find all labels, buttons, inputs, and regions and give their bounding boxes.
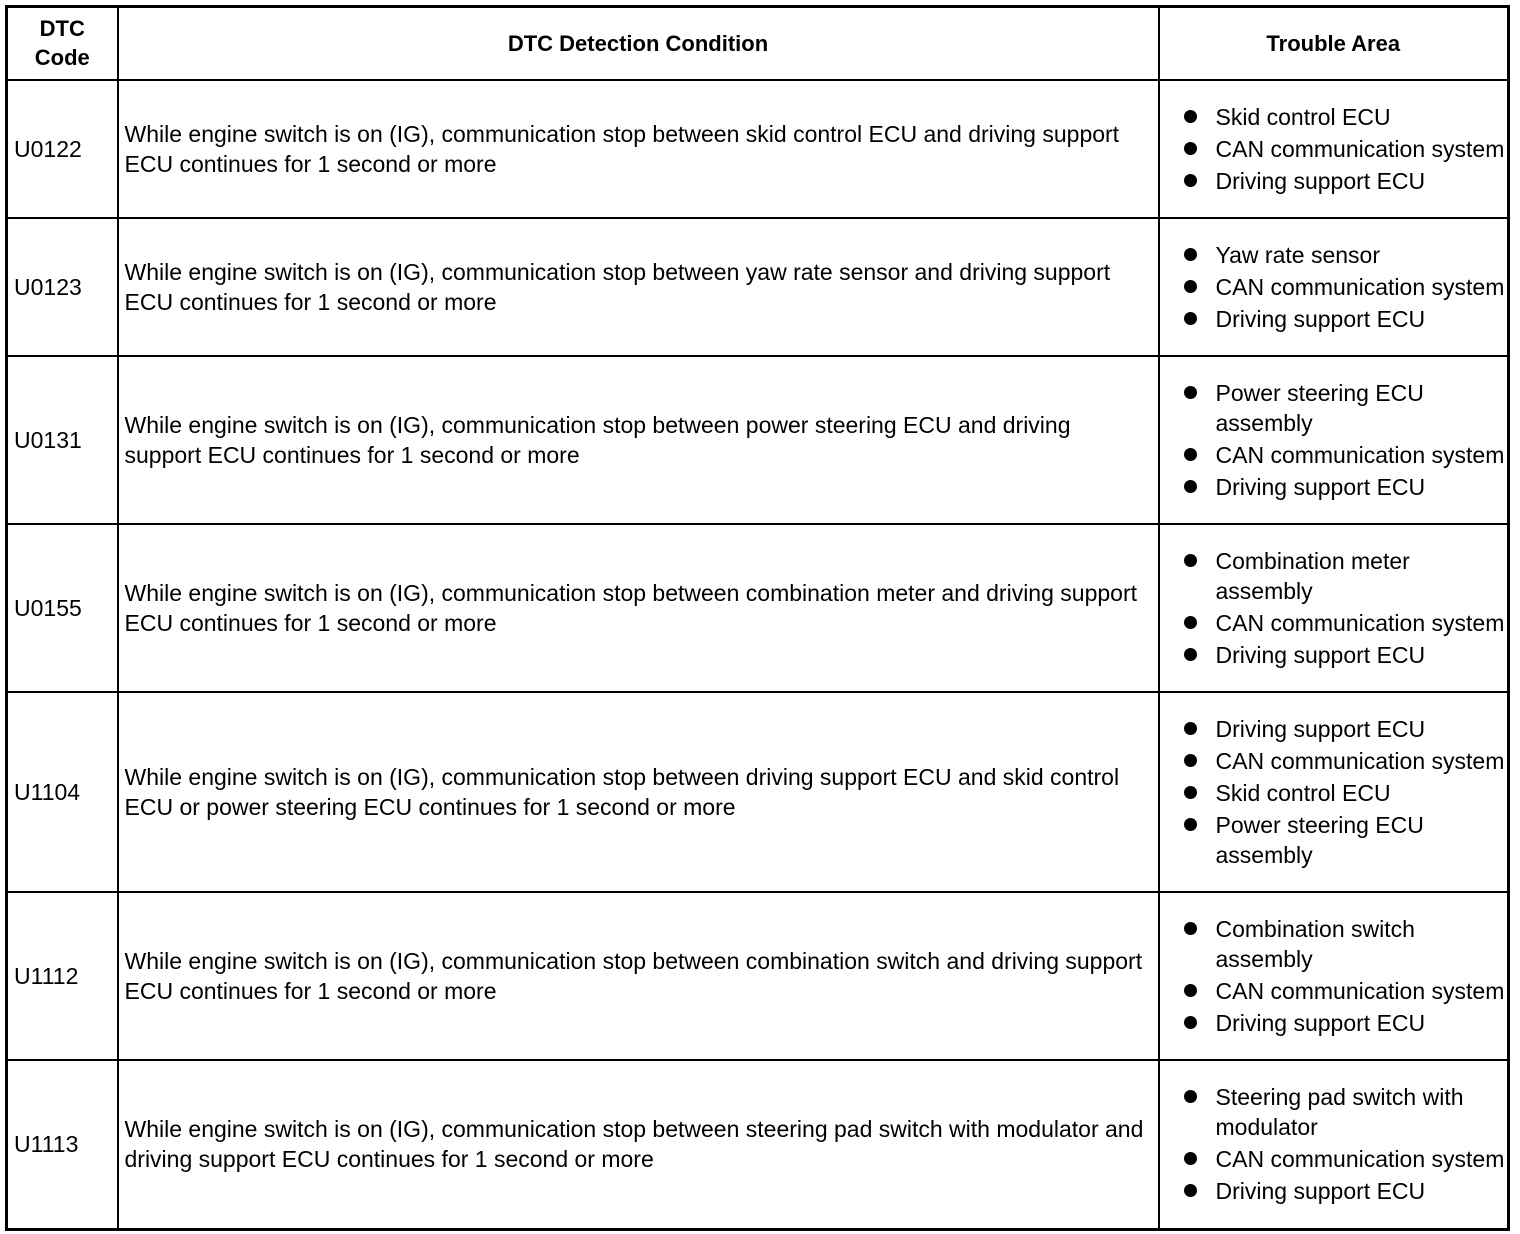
- dtc-code-cell: U0122: [7, 80, 118, 218]
- trouble-area-list: [1182, 914, 1506, 1038]
- trouble-area-item: Skid control ECU: [1182, 102, 1506, 132]
- trouble-area-item: Combination switch assembly: [1182, 914, 1506, 974]
- trouble-area-item: Combination meter assembly: [1182, 546, 1506, 606]
- detection-condition-cell: While engine switch is on (IG), communication stop between combination meter and driving support ECU continues for 1 second or more: [118, 524, 1159, 692]
- header-trouble-area: Trouble Area: [1159, 7, 1509, 80]
- trouble-area-item: Power steering ECU assembly: [1182, 810, 1506, 870]
- trouble-area-item: Driving support ECU: [1182, 1008, 1506, 1038]
- trouble-area-item: CAN communication system: [1182, 608, 1506, 638]
- detection-condition-cell: While engine switch is on (IG), communication stop between steering pad switch with modulator and driving support ECU continues for 1 second or more: [118, 1060, 1159, 1230]
- trouble-area-item: Steering pad switch with modulator: [1182, 1082, 1506, 1142]
- trouble-area-cell: [1159, 356, 1509, 524]
- dtc-code-cell: U0155: [7, 524, 118, 692]
- trouble-area-item: CAN communication system: [1182, 440, 1506, 470]
- trouble-area-cell: [1159, 1060, 1509, 1230]
- trouble-area-item: CAN communication system: [1182, 272, 1506, 302]
- header-dtc-code: DTC Code: [7, 7, 118, 80]
- detection-condition-cell: While engine switch is on (IG), communication stop between combination switch and driving support ECU continues for 1 second or more: [118, 892, 1159, 1060]
- trouble-area-list: [1182, 714, 1506, 870]
- trouble-area-item: CAN communication system: [1182, 134, 1506, 164]
- table-row: [7, 692, 1509, 892]
- trouble-area-list: [1182, 240, 1506, 334]
- trouble-area-list: [1182, 546, 1506, 670]
- trouble-area-item: Driving support ECU: [1182, 714, 1506, 744]
- table-row: [7, 1060, 1509, 1230]
- trouble-area-item: Driving support ECU: [1182, 1176, 1506, 1206]
- trouble-area-list: [1182, 378, 1506, 502]
- header-row: [7, 7, 1509, 80]
- detection-condition-cell: While engine switch is on (IG), communication stop between driving support ECU and skid control ECU or power steering ECU continues for 1 second or more: [118, 692, 1159, 892]
- trouble-area-item: Driving support ECU: [1182, 166, 1506, 196]
- dtc-code-cell: U1112: [7, 892, 118, 1060]
- dtc-code-cell: U0131: [7, 356, 118, 524]
- trouble-area-list: [1182, 102, 1506, 196]
- trouble-area-item: Driving support ECU: [1182, 640, 1506, 670]
- detection-condition-cell: While engine switch is on (IG), communication stop between yaw rate sensor and driving support ECU continues for 1 second or more: [118, 218, 1159, 356]
- table-row: [7, 356, 1509, 524]
- dtc-code-cell: U1104: [7, 692, 118, 892]
- trouble-area-cell: [1159, 218, 1509, 356]
- trouble-area-cell: [1159, 524, 1509, 692]
- dtc-code-cell: U0123: [7, 218, 118, 356]
- trouble-area-item: Skid control ECU: [1182, 778, 1506, 808]
- dtc-code-cell: U1113: [7, 1060, 118, 1230]
- trouble-area-cell: [1159, 80, 1509, 218]
- table-row: [7, 218, 1509, 356]
- table-row: [7, 892, 1509, 1060]
- trouble-area-item: CAN communication system: [1182, 746, 1506, 776]
- trouble-area-cell: [1159, 692, 1509, 892]
- trouble-area-item: Yaw rate sensor: [1182, 240, 1506, 270]
- table-body: [7, 80, 1509, 1230]
- header-detection-condition: DTC Detection Condition: [118, 7, 1159, 80]
- trouble-area-cell: [1159, 892, 1509, 1060]
- table-row: [7, 80, 1509, 218]
- detection-condition-cell: While engine switch is on (IG), communication stop between power steering ECU and driving support ECU continues for 1 second or more: [118, 356, 1159, 524]
- trouble-area-list: [1182, 1082, 1506, 1206]
- trouble-area-item: CAN communication system: [1182, 976, 1506, 1006]
- trouble-area-item: Driving support ECU: [1182, 472, 1506, 502]
- detection-condition-cell: While engine switch is on (IG), communication stop between skid control ECU and driving support ECU continues for 1 second or more: [118, 80, 1159, 218]
- trouble-area-item: Driving support ECU: [1182, 304, 1506, 334]
- table-row: [7, 524, 1509, 692]
- trouble-area-item: Power steering ECU assembly: [1182, 378, 1506, 438]
- dtc-table: [5, 5, 1510, 1231]
- trouble-area-item: CAN communication system: [1182, 1144, 1506, 1174]
